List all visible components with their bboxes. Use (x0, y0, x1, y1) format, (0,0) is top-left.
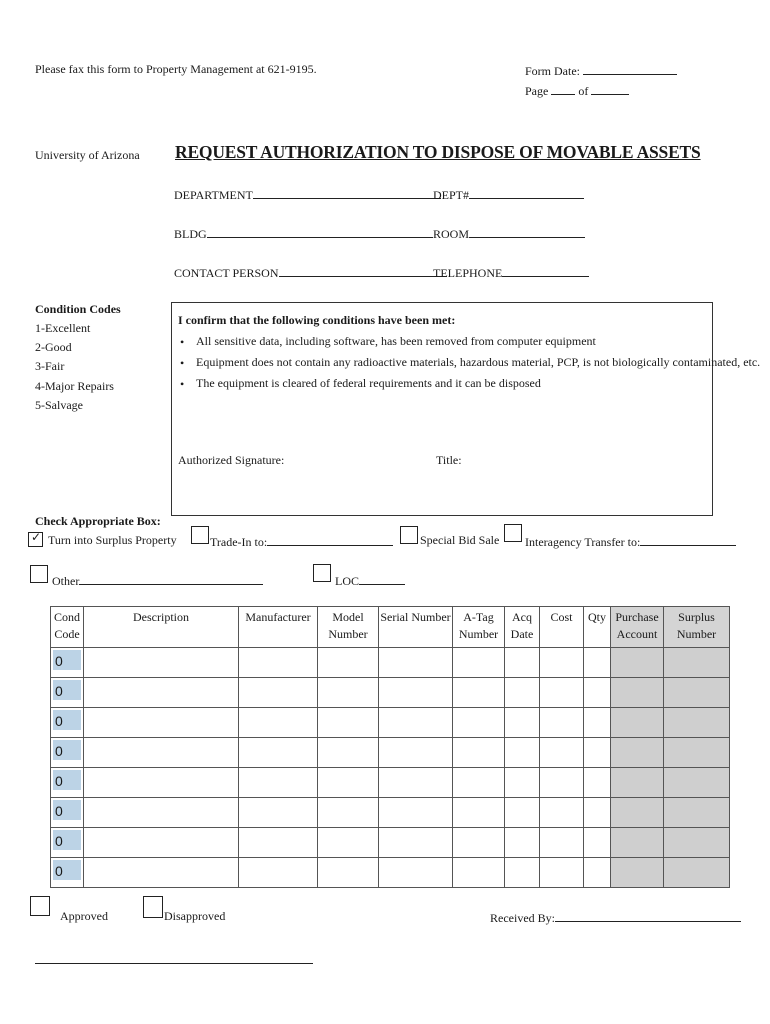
cond-code-value[interactable]: 0 (53, 860, 81, 880)
form-date-field[interactable] (583, 62, 677, 75)
col-header-atag: A-Tag Number (453, 607, 505, 648)
interagency-row (525, 533, 736, 550)
form-date-label: Form Date: (525, 64, 580, 78)
manufacturer-cell[interactable] (239, 768, 318, 798)
approval-signature-line[interactable] (35, 963, 313, 964)
page-total-field[interactable] (591, 82, 629, 95)
cond-code-cell[interactable] (51, 798, 84, 828)
atag-cell[interactable] (453, 828, 505, 858)
confirm-heading: I confirm that the following conditions have been met: (178, 313, 456, 327)
bullet-dot: • (180, 356, 185, 370)
room-field[interactable] (469, 225, 585, 238)
model-cell[interactable] (318, 738, 379, 768)
interagency-label: Interagency Transfer to: (525, 535, 641, 549)
room-row (433, 225, 585, 242)
surplus-number-cell (664, 648, 730, 678)
model-cell[interactable] (318, 768, 379, 798)
manufacturer-cell[interactable] (239, 738, 318, 768)
surplus-number-cell (664, 798, 730, 828)
cond-code-cell[interactable] (51, 678, 84, 708)
trade-in-label: Trade-In to: (210, 535, 268, 549)
asset-table (50, 606, 730, 888)
contact-row (174, 264, 447, 281)
acq-date-cell[interactable] (505, 648, 540, 678)
serial-cell[interactable] (379, 708, 453, 738)
bullet-dot: • (180, 377, 185, 391)
cond-code-value[interactable]: 0 (53, 830, 81, 850)
manufacturer-cell[interactable] (239, 828, 318, 858)
page-label: Page (525, 84, 549, 98)
other-label: Other (52, 574, 80, 588)
qty-cell[interactable] (584, 768, 611, 798)
acq-date-cell[interactable] (505, 708, 540, 738)
bldg-label: BLDG (174, 227, 207, 241)
cond-code-cell[interactable] (51, 858, 84, 888)
trade-in-checkbox[interactable] (191, 526, 209, 544)
disapproved-label: Disapproved (164, 909, 226, 923)
cost-cell[interactable] (540, 678, 584, 708)
special-bid-checkbox[interactable] (400, 526, 418, 544)
qty-cell[interactable] (584, 678, 611, 708)
col-header-acq-date: Acq Date (505, 607, 540, 648)
condition-codes-heading: Condition Codes (35, 302, 121, 316)
loc-row (335, 572, 405, 589)
qty-cell[interactable] (584, 828, 611, 858)
dept-no-row (433, 186, 584, 203)
surplus-number-cell (664, 768, 730, 798)
purchase-account-cell (611, 858, 664, 888)
description-cell[interactable] (84, 738, 239, 768)
atag-cell[interactable] (453, 798, 505, 828)
department-label: DEPARTMENT (174, 188, 253, 202)
confirm-box (171, 302, 761, 516)
department-row (174, 186, 441, 203)
page-row (525, 82, 629, 99)
surplus-number-cell (664, 828, 730, 858)
form-date-row (525, 62, 677, 79)
trade-in-field[interactable] (267, 533, 393, 546)
atag-cell[interactable] (453, 708, 505, 738)
purchase-account-cell (611, 648, 664, 678)
cost-cell[interactable] (540, 768, 584, 798)
serial-cell[interactable] (379, 738, 453, 768)
atag-cell[interactable] (453, 678, 505, 708)
received-by-field[interactable] (555, 909, 741, 922)
contact-field[interactable] (279, 264, 447, 277)
purchase-account-cell (611, 828, 664, 858)
cond-code-cell[interactable] (51, 708, 84, 738)
table-row (51, 648, 730, 678)
col-header-description: Description (84, 607, 239, 648)
bldg-row (174, 225, 433, 242)
surplus-number-cell (664, 738, 730, 768)
page-title: REQUEST AUTHORIZATION TO DISPOSE OF MOVABLE ASSETS (175, 142, 701, 162)
cond-code-value[interactable]: 0 (53, 800, 81, 820)
qty-cell[interactable] (584, 738, 611, 768)
serial-cell[interactable] (379, 678, 453, 708)
serial-cell[interactable] (379, 798, 453, 828)
col-header-cost: Cost (540, 607, 584, 648)
page-of-label: of (578, 84, 589, 98)
table-row (51, 708, 730, 738)
manufacturer-cell[interactable] (239, 858, 318, 888)
model-cell[interactable] (318, 858, 379, 888)
acq-date-cell[interactable] (505, 738, 540, 768)
table-row (51, 858, 730, 888)
model-cell[interactable] (318, 828, 379, 858)
model-cell[interactable] (318, 798, 379, 828)
table-row (51, 678, 730, 708)
options-heading: Check Appropriate Box: (35, 514, 161, 528)
table-row (51, 828, 730, 858)
cost-cell[interactable] (540, 798, 584, 828)
loc-checkbox[interactable] (313, 564, 331, 582)
department-field[interactable] (253, 186, 441, 199)
confirm-bullet: All sensitive data, including software, has been removed from computer equipment (196, 334, 596, 348)
interagency-field[interactable] (640, 533, 736, 546)
purchase-account-cell (611, 678, 664, 708)
confirm-bullet: The equipment is cleared of federal requirements and it can be disposed (196, 376, 541, 390)
surplus-number-cell (664, 678, 730, 708)
purchase-account-cell (611, 798, 664, 828)
acq-date-cell[interactable] (505, 798, 540, 828)
surplus-number-cell (664, 708, 730, 738)
description-cell[interactable] (84, 678, 239, 708)
model-cell[interactable] (318, 648, 379, 678)
fax-note: Please fax this form to Property Management at 621-9195. (35, 62, 317, 76)
description-cell[interactable] (84, 708, 239, 738)
loc-label: LOC (335, 574, 359, 588)
serial-cell[interactable] (379, 768, 453, 798)
atag-cell[interactable] (453, 858, 505, 888)
serial-cell[interactable] (379, 858, 453, 888)
condition-code-item: 1-Excellent (35, 321, 91, 335)
contact-label: CONTACT PERSON (174, 266, 279, 280)
description-cell[interactable] (84, 768, 239, 798)
cond-code-cell[interactable] (51, 828, 84, 858)
cond-code-value[interactable]: 0 (53, 710, 81, 730)
serial-cell[interactable] (379, 648, 453, 678)
bullet-dot: • (180, 335, 185, 349)
cond-code-cell[interactable] (51, 768, 84, 798)
cond-code-cell[interactable] (51, 648, 84, 678)
special-bid-label: Special Bid Sale (420, 533, 500, 547)
cond-code-value[interactable]: 0 (53, 650, 81, 670)
confirm-bullet: Equipment does not contain any radioactive materials, hazardous material, PCP, is not biologically contaminated, etc. (196, 355, 761, 369)
surplus-label: Turn into Surplus Property (48, 533, 177, 547)
qty-cell[interactable] (584, 858, 611, 888)
room-label: ROOM (433, 227, 470, 241)
description-cell[interactable] (84, 858, 239, 888)
acq-date-cell[interactable] (505, 678, 540, 708)
condition-code-item: 5-Salvage (35, 398, 83, 412)
cond-code-value[interactable]: 0 (53, 770, 81, 790)
cond-code-value[interactable]: 0 (53, 740, 81, 760)
bldg-field[interactable] (207, 225, 433, 238)
cost-cell[interactable] (540, 708, 584, 738)
model-cell[interactable] (318, 678, 379, 708)
col-header-model: Model Number (318, 607, 379, 648)
table-header-row (51, 607, 730, 648)
signature-title-label: Title: (436, 453, 462, 467)
interagency-checkbox[interactable] (504, 524, 522, 542)
trade-in-row (210, 533, 393, 550)
telephone-label: TELEPHONE (433, 266, 503, 280)
atag-cell[interactable] (453, 738, 505, 768)
authorized-signature-label: Authorized Signature: (178, 453, 285, 467)
manufacturer-cell[interactable] (239, 648, 318, 678)
description-cell[interactable] (84, 828, 239, 858)
acq-date-cell[interactable] (505, 828, 540, 858)
col-header-qty: Qty (584, 607, 611, 648)
other-row (52, 572, 263, 589)
col-header-manufacturer: Manufacturer (239, 607, 318, 648)
dept-no-label: DEPT# (433, 188, 469, 202)
table-row (51, 738, 730, 768)
table-row (51, 768, 730, 798)
description-cell[interactable] (84, 798, 239, 828)
approved-label: Approved (60, 909, 108, 923)
condition-code-item: 3-Fair (35, 359, 65, 373)
purchase-account-cell (611, 768, 664, 798)
telephone-field[interactable] (502, 264, 589, 277)
cost-cell[interactable] (540, 648, 584, 678)
manufacturer-cell[interactable] (239, 678, 318, 708)
manufacturer-cell[interactable] (239, 798, 318, 828)
dept-no-field[interactable] (469, 186, 584, 199)
acq-date-cell[interactable] (505, 858, 540, 888)
telephone-row (433, 264, 589, 281)
other-field[interactable] (79, 572, 263, 585)
cost-cell[interactable] (540, 738, 584, 768)
manufacturer-cell[interactable] (239, 708, 318, 738)
received-by-label: Received By: (490, 911, 555, 925)
acq-date-cell[interactable] (505, 768, 540, 798)
cond-code-cell[interactable] (51, 738, 84, 768)
serial-cell[interactable] (379, 828, 453, 858)
col-header-purchase-account: Purchase Account (611, 607, 664, 648)
model-cell[interactable] (318, 708, 379, 738)
cost-cell[interactable] (540, 858, 584, 888)
disapproved-checkbox[interactable] (143, 896, 163, 918)
org-name: University of Arizona (35, 148, 140, 162)
approved-checkbox[interactable] (30, 896, 50, 916)
loc-field[interactable] (359, 572, 405, 585)
cost-cell[interactable] (540, 828, 584, 858)
surplus-number-cell (664, 858, 730, 888)
table-row (51, 798, 730, 828)
condition-code-item: 2-Good (35, 340, 72, 354)
cond-code-value[interactable]: 0 (53, 680, 81, 700)
description-cell[interactable] (84, 648, 239, 678)
atag-cell[interactable] (453, 648, 505, 678)
col-header-cond-code: Cond Code (51, 607, 84, 648)
page-number-field[interactable] (551, 82, 575, 95)
surplus-checkbox[interactable] (28, 532, 43, 547)
col-header-surplus-number: Surplus Number (664, 607, 730, 648)
col-header-serial: Serial Number (379, 607, 453, 648)
qty-cell[interactable] (584, 648, 611, 678)
purchase-account-cell (611, 708, 664, 738)
other-checkbox[interactable] (30, 565, 48, 583)
qty-cell[interactable] (584, 708, 611, 738)
qty-cell[interactable] (584, 798, 611, 828)
received-by-row (490, 909, 741, 926)
atag-cell[interactable] (453, 768, 505, 798)
condition-code-item: 4-Major Repairs (35, 379, 114, 393)
checkmark-icon: ✓ (31, 530, 42, 544)
purchase-account-cell (611, 738, 664, 768)
